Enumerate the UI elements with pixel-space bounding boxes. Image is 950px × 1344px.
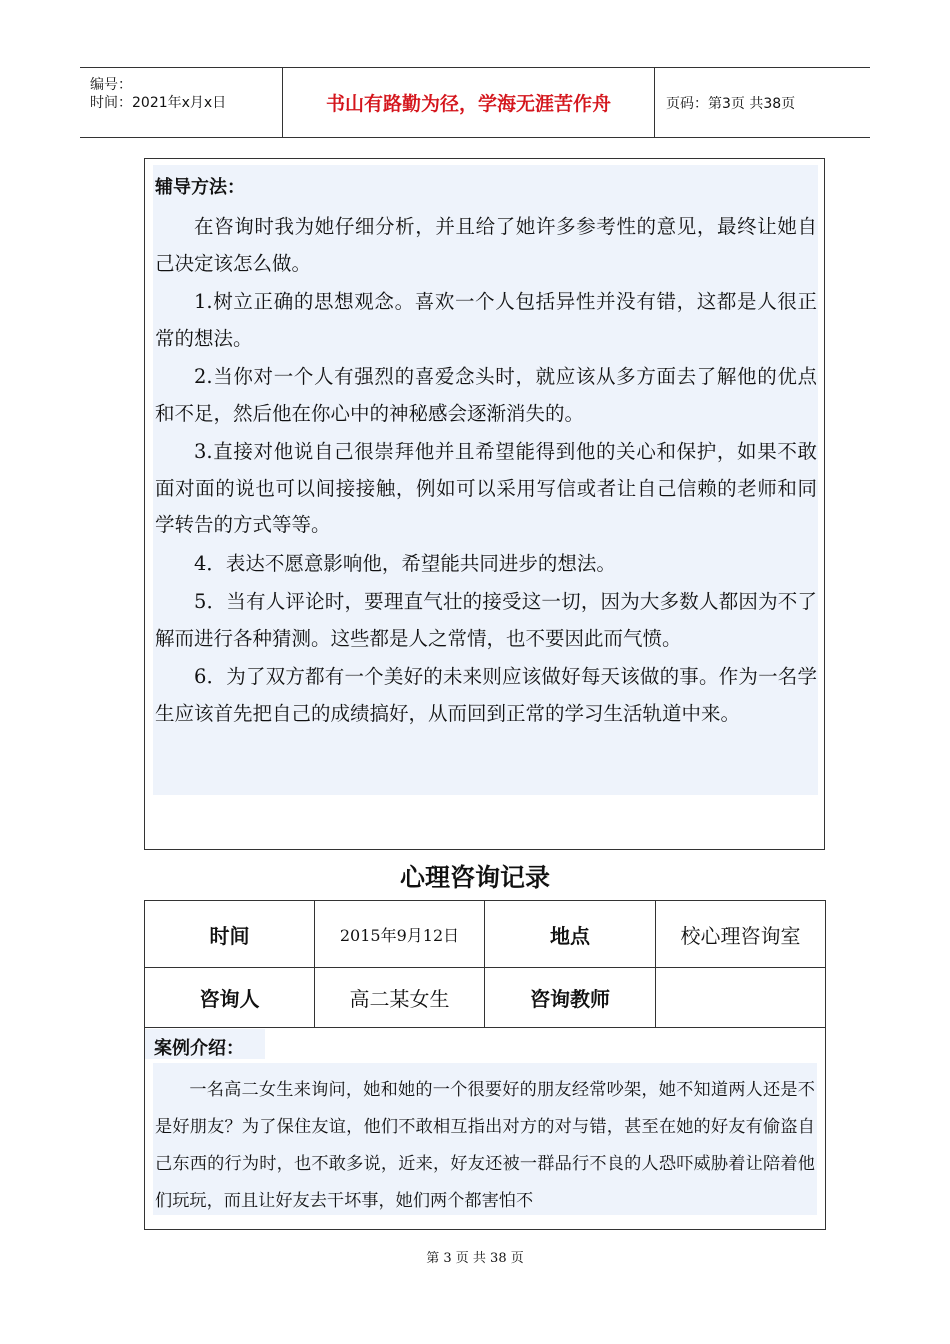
place-header: 地点 <box>485 901 656 967</box>
record-title: 心理咨询记录 <box>399 863 550 892</box>
teacher-value <box>656 967 825 1027</box>
page-header <box>80 67 870 138</box>
client-header: 咨询人 <box>145 967 315 1027</box>
record-row-client-teacher <box>145 967 825 1028</box>
teacher-header: 咨询教师 <box>485 967 656 1027</box>
page-footer: 第 3 页 共 38 页 <box>426 1251 524 1266</box>
client-value: 高二某女生 <box>315 967 485 1027</box>
header-meta <box>80 68 283 137</box>
guidance-paragraph: 1.树立正确的思想观念。喜欢一个人包括异性并没有错，这都是人很正常的想法。 <box>155 290 817 350</box>
guidance-body <box>155 209 817 734</box>
guidance-paragraph: 4．表达不愿意影响他，希望能共同进步的想法。 <box>194 551 616 575</box>
record-row-time-place <box>145 901 825 968</box>
case-text: 一名高二女生来询问，她和她的一个很要好的朋友经常吵架，她不知道两人还是不是好朋友？为了保住友谊，他们不敢相互指出对方的对与错，甚至在她的好友有偷盗自己东西的行为时，也不敢多说，近来，好友还被一群品行不良的人恐吓威胁着让陪着他们玩玩，而且让好友去干坏事，她们两个都害怕不 <box>155 1080 815 1211</box>
header-slogan: 书山有路勤为径，学海无涯苦作舟 <box>283 68 655 137</box>
guidance-paragraph: 6．为了双方都有一个美好的未来则应该做好每天该做的事。作为一名学生应该首先把自己的成绩搞好，从而回到正常的学习生活轨道中来。 <box>155 665 817 725</box>
case-heading: 案例介绍： <box>154 1038 244 1059</box>
time-label: 时间：2021年x月x日 <box>90 95 227 111</box>
guidance-paragraph: 3.直接对他说自己很崇拜他并且希望能得到他的关心和保护，如果不敢面对面的说也可以间接接触，例如可以采用写信或者让自己信赖的老师和同学转告的方式等等。 <box>155 440 817 536</box>
header-page-info: 页码：第3页 共38页 <box>666 95 796 112</box>
time-value: 2015年9月12日 <box>315 901 485 967</box>
guidance-box <box>144 158 825 850</box>
guidance-paragraph: 2.当你对一个人有强烈的喜爱念头时，就应该从多方面去了解他的优点和不足，然后他在你心中的神秘感会逐渐消失的。 <box>155 365 817 425</box>
record-table <box>144 900 826 1230</box>
guidance-paragraph: 在咨询时我为她仔细分析，并且给了她许多参考性的意见，最终让她自己决定该怎么做。 <box>155 215 817 275</box>
place-value: 校心理咨询室 <box>680 923 801 948</box>
time-header: 时间 <box>145 901 315 967</box>
guidance-heading: 辅导方法： <box>155 177 245 198</box>
number-label: 编号： <box>90 77 132 93</box>
guidance-paragraph: 5．当有人评论时，要理直气壮的接受这一切，因为大多数人都因为不了解而进行各种猜测。这些都是人之常情，也不要因此而气愤。 <box>155 590 817 650</box>
